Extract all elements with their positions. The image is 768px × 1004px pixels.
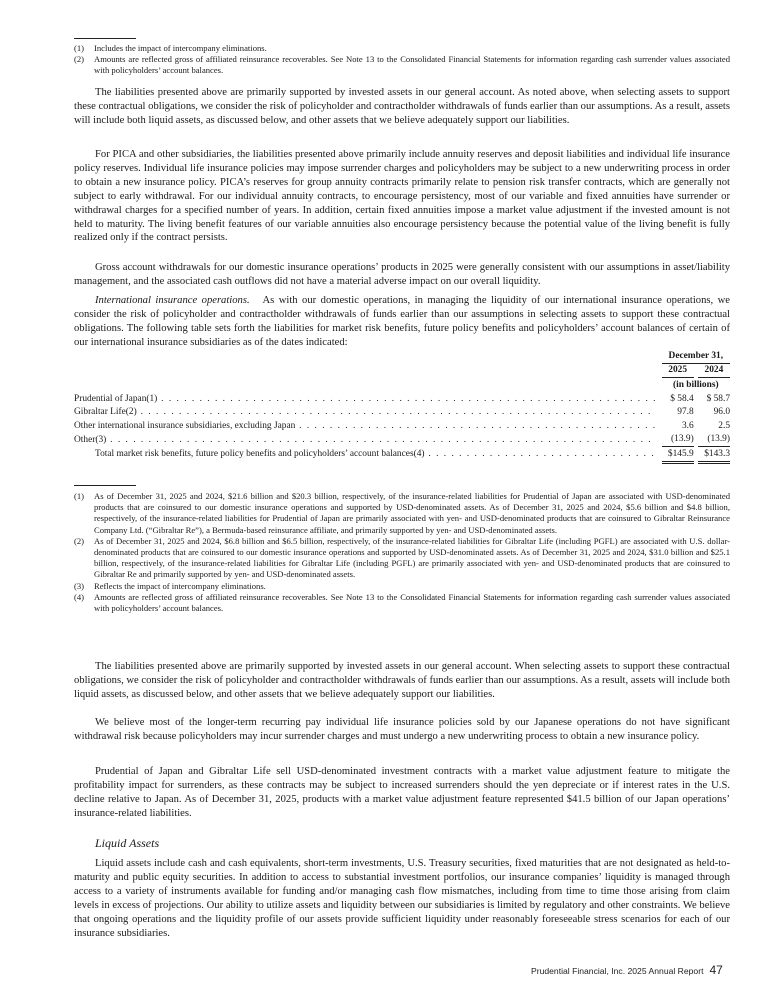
value-2025: 3.6 — [681, 420, 694, 431]
footnote: (4) Amounts are reflected gross of affiliated reinsurance recoverables. See Note 13 to the Consolidated Financial Statements for information regarding cash surrender values associated with policyholders’ account balances. — [74, 591, 730, 614]
table-row — [74, 405, 730, 419]
table-header-row — [74, 349, 730, 363]
footnote: (3) Reflects the impact of intercompany eliminations. — [74, 580, 266, 591]
body-paragraph: Gross account withdrawals for our domestic insurance operations’ products in 2025 were generally consistent with our assumptions in asset/liability management, and the associated cash outflows did not have a material adverse impact on our overall liquidity. — [74, 262, 730, 287]
body-paragraph: For PICA and other subsidiaries, the liabilities presented above primarily include annuity reserves and deposit liabilities and individual life insurance policy reserves. Individual life insurance policies may impose surrender charges and policyholders may be subject to a new underwriting process in order to obtain a new insurance policy. PICA’s reserves for group annuity contracts primarily relate to pension risk transfer contracts, which are generally not subject to early withdrawal. For our individual annuity contracts, to encourage persistency, most of our variable and fixed annuities have surrender or withdrawal charges for a specified number of years. In addition, certain fixed annuities impose a market value adjustment if the invested amount is not held to maturity. The living benefit features of our variable annuities also encourage persistency because the potential value of the living benefit is fully realized only if the contract persists. — [74, 149, 730, 244]
table-row — [74, 433, 730, 447]
table-row — [74, 392, 730, 406]
footnote: (1) Includes the impact of intercompany eliminations. — [74, 43, 267, 53]
value-2025: (13.9) — [662, 433, 694, 447]
body-paragraph: Prudential of Japan and Gibraltar Life sell USD-denominated investment contracts with a market value adjustment feature to mitigate the profitability impact for surrenders, as these contracts may be subject to increased surrenders should the yen depreciate or if interest rates in the U.S. decline relative to Japan. As of December 31, 2025, products with a market value adjustment feature represented $41.5 billion of our Japan operations’ insurance-related liabilities. — [74, 766, 730, 819]
table-footnotes — [74, 491, 730, 614]
table-header-row — [74, 363, 730, 378]
row-label: Other(3) — [74, 434, 107, 445]
row-label: Prudential of Japan(1) — [74, 393, 158, 404]
units-header: (in billions) — [673, 379, 719, 390]
value-2024: 96.0 — [713, 407, 730, 418]
footnote-rule — [74, 38, 136, 39]
intl-operations-paragraph: International insurance operations. As with our domestic operations, in managing the liquidity of our international insurance operations, we consider the risk of policyholder and contractholder withdrawals of funds earlier than our assumptions in selecting assets to support these contractual obligations. The following table sets forth the liabilities for market risk benefits, future policy benefits and policyholders’ account balances of certain of our international insurance subsidiaries as of the dates indicated: — [74, 295, 730, 348]
body-paragraph: The liabilities presented above are primarily supported by invested assets in our general account. When selecting assets to support these contractual obligations, we consider the risk of policyholder and contractholder withdrawals of funds earlier than our assumptions. As a result, assets will include both liquid assets, as discussed below, and other assets that we believe adequately support our liabilities. — [74, 661, 730, 700]
value-2025: 97.8 — [677, 407, 694, 418]
body-paragraph: Liquid assets include cash and cash equivalents, short-term investments, U.S. Treasury securities, fixed maturities that are not designated as held-to-maturity and public equity securities. In addition to access to substantial investment portfolios, our insurance companies’ liquidity is managed through access to a variety of instruments available for funding and/or managing cash flow mismatches, including from time to time those arising from claim levels in excess of projections. Our ability to utilize assets and liquidity between our subsidiaries is limited by regulatory and other constraints. We believe that ongoing operations and the liquidity profile of our assets provide sufficient liquidity under reasonably foreseeable stress scenarios for each of our insurance subsidiaries. — [74, 858, 730, 939]
intl-operations-lead: International insurance operations. — [95, 295, 250, 306]
value-2024: $ 58.7 — [706, 393, 730, 404]
value-2024: 2.5 — [718, 420, 730, 431]
footnote: (2) Amounts are reflected gross of affiliated reinsurance recoverables. See Note 13 to the Consolidated Financial Statements for information regarding cash surrender values associated with policyholders’ account balances. — [74, 54, 730, 76]
table-total-row — [74, 447, 730, 463]
year-header: 2025 — [662, 363, 694, 378]
value-2025: $ 58.4 — [670, 393, 694, 404]
page-number: 47 — [709, 963, 723, 977]
liabilities-table — [74, 349, 730, 464]
footnote-rule — [74, 485, 136, 486]
section-heading: Liquid Assets — [95, 836, 160, 850]
total-2025: $145.9 — [662, 447, 694, 463]
row-label: Other international insurance subsidiaries, excluding Japan — [74, 420, 296, 431]
page-footer — [531, 963, 723, 977]
footnote: (2) As of December 31, 2025 and 2024, $6.8 billion and $6.5 billion, respectively, of the insurance-related liabilities for Gibraltar Life (including PGFL) are associated with U.S. dollar-denominated products that are coinsured to our domestic insurance operations and supported by USD-denominated assets. As of December 31, 2025 and 2024, $31.0 billion and $25.1 billion, respectively, of the insurance-related liabilities for Gibraltar Life (including PGFL) are primarily associated with yen- and USD-denominated products that are coinsured to Gibraltar Re and primarily supported by yen- and USD-denominated assets. — [74, 535, 730, 580]
footer-text: Prudential Financial, Inc. 2025 Annual Report — [531, 966, 704, 976]
year-header: 2024 — [698, 363, 730, 378]
body-paragraph: We believe most of the longer-term recurring pay individual life insurance policies sold by our Japanese operations do not have significant withdrawal risk because policyholders may incur surrender charges and must undergo a new underwriting process to obtain a new insurance policy. — [74, 717, 730, 742]
table-header-row — [74, 378, 730, 392]
value-2024: (13.9) — [698, 433, 730, 447]
footnote: (1) As of December 31, 2025 and 2024, $21.6 billion and $20.3 billion, respectively, of the insurance-related liabilities for Prudential of Japan are associated with USD-denominated products that are coinsured to our domestic insurance operations and supported by USD-denominated assets. As of December 31, 2025 and 2024, $5.6 billion and $4.8 billion, respectively, of the insurance-related liabilities for Prudential of Japan are primarily associated with yen- and USD-denominated products that are coinsured to Gibraltar Reinsurance Company Ltd. (“Gibraltar Re”), a Bermuda-based reinsurance affiliate, and primarily supported by yen- and USD-denominated assets. — [74, 491, 730, 535]
table-row — [74, 419, 730, 433]
total-2024: $143.3 — [698, 447, 730, 463]
period-header: December 31, — [662, 349, 730, 363]
body-paragraph: The liabilities presented above are primarily supported by invested assets in our general account. As noted above, when selecting assets to support these contractual obligations, we consider the risk of policyholder and contractholder withdrawals of funds earlier than our assumptions. As a result, assets will include both liquid assets, as discussed below, and other assets that we believe adequately support our liabilities. — [74, 87, 730, 126]
total-label: Total market risk benefits, future policy benefits and policyholders’ account balances(4) — [95, 449, 425, 460]
top-footnotes — [74, 43, 730, 77]
row-label: Gibraltar Life(2) — [74, 407, 137, 418]
